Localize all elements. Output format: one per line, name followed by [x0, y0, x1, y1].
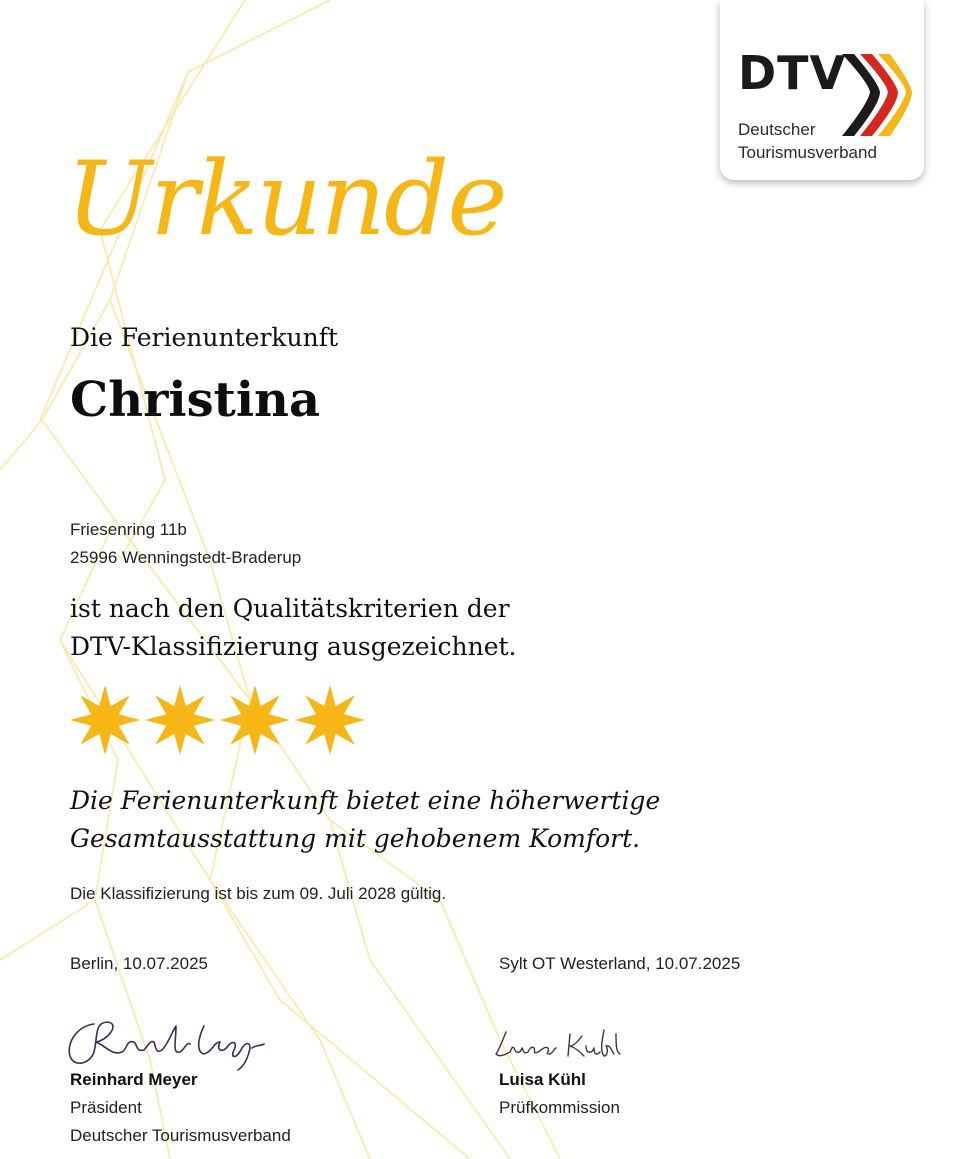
award-line-1: ist nach den Qualitätskriterien der: [70, 594, 510, 623]
signatory-role: Prüfkommission: [499, 1098, 620, 1117]
signatory-right: [499, 1066, 620, 1122]
logo-line-1: Deutscher: [738, 120, 816, 139]
logo-text: [738, 118, 877, 164]
award-line-2: DTV-Klassifizierung ausgezeichnet.: [70, 632, 517, 661]
star-icon: [145, 686, 215, 755]
award-statement: [70, 590, 516, 666]
logo-acronym: DTV: [738, 46, 847, 100]
description-line-2: Gesamtausstattung mit gehobenem Komfort.: [70, 824, 641, 853]
signatory-name: Luisa Kühl: [499, 1070, 586, 1089]
address-street: Friesenring 11b: [70, 520, 187, 539]
place-date-right: Sylt OT Westerland, 10.07.2025: [499, 954, 741, 973]
signature-reinhard-meyer: [64, 1012, 274, 1072]
place-date-left: Berlin, 10.07.2025: [70, 954, 208, 973]
signature-luisa-kuehl: [492, 1024, 624, 1064]
validity-text: Die Klassifizierung ist bis zum 09. Juli 2028 gültig.: [70, 884, 447, 903]
star-icon: [295, 686, 365, 755]
signatory-organization: Deutscher Tourismusverband: [70, 1126, 291, 1145]
description-line-1: Die Ferienunterkunft bietet eine höherwertige: [70, 786, 661, 815]
address-block: [70, 516, 301, 572]
signatory-role: Präsident: [70, 1098, 142, 1117]
star-icon: [220, 686, 290, 755]
logo-line-2: Tourismusverband: [738, 143, 877, 162]
signatory-name: Reinhard Meyer: [70, 1070, 198, 1089]
property-name: Christina: [70, 372, 321, 428]
classification-description: [70, 782, 660, 858]
certificate-title: Urkunde: [66, 140, 506, 259]
star-icon: [70, 686, 140, 755]
intro-text: Die Ferienunterkunft: [70, 323, 339, 352]
star-rating: [70, 686, 370, 756]
address-city: 25996 Wenningstedt-Braderup: [70, 548, 302, 567]
signatory-left: [70, 1066, 291, 1150]
dtv-logo: [720, 0, 924, 180]
